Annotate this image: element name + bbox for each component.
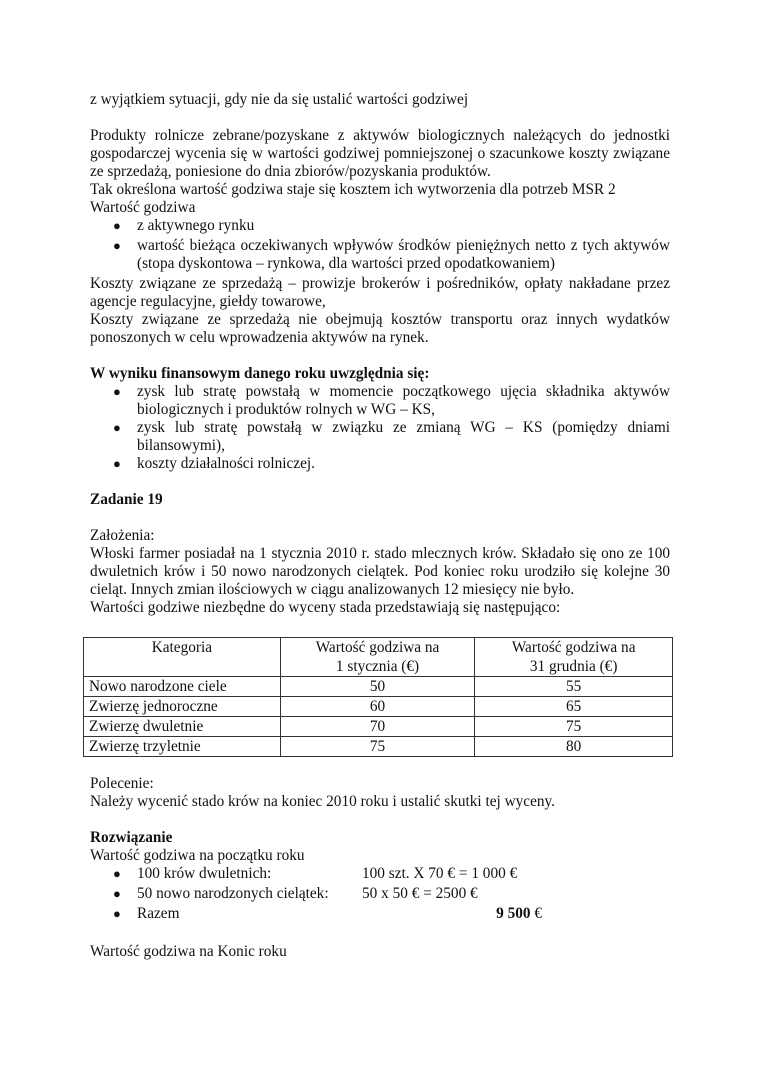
selling-costs-paragraph-2: Koszty związane ze sprzedażą nie obejmują kosztów transportu oraz innych wydatków ponoszonych w celu wprowadzenia aktywów na rynek. (90, 311, 670, 346)
cell-category: Zwierzę jednoroczne (84, 697, 281, 717)
calc-label: 50 nowo narodzonych cielątek: (137, 885, 329, 902)
cell-value-jan: 75 (280, 737, 475, 757)
solution-title: Rozwiązanie (90, 829, 173, 846)
spacer (90, 925, 670, 943)
cell-value-dec: 65 (475, 697, 673, 717)
cell-value-dec: 80 (475, 737, 673, 757)
table-row (84, 737, 673, 757)
list-item (90, 905, 670, 923)
calc-total (362, 905, 542, 923)
fair-value-table (83, 637, 673, 757)
bullet-icon: ● (113, 238, 121, 253)
total-amount: 9 500 (496, 905, 531, 922)
list-item-text: z aktywnego rynku (137, 217, 255, 234)
cell-value-jan: 70 (280, 717, 475, 737)
list-item (90, 455, 670, 473)
list-item-text: zysk lub stratę powstałą w związku ze zmianą WG – KS (pomiędzy dniami bilansowymi), (137, 419, 670, 454)
table-header-row (84, 638, 673, 677)
table-row (84, 717, 673, 737)
list-item-text: wartość bieżąca oczekiwanych wpływów środków pieniężnych netto z tych aktywów (stopa dyskontowa – rynkowa, dla wartości przed opodatkowaniem) (137, 237, 670, 272)
calc-value: 100 szt. X 70 € = 1 000 € (362, 865, 518, 882)
column-header-value-jan: Wartość godziwa na 1 stycznia (€) (280, 638, 475, 677)
column-header-value-dec: Wartość godziwa na 31 grudnia (€) (475, 638, 673, 677)
spacer (90, 757, 670, 775)
list-item (90, 237, 670, 273)
cell-category: Zwierzę trzyletnie (84, 737, 281, 757)
products-paragraph: Produkty rolnicze zebrane/pozyskane z aktywów biologicznych należących do jednostki gospodarczej wycenia się w wartości godziwej pomniejszonej o szacunkowe koszty związane ze sprzedażą, poniesione do dnia zbiorów/pozyskania produktów. (90, 127, 670, 180)
table-intro: Wartości godziwe niezbędne do wyceny stada przedstawiają się następująco: (90, 599, 561, 616)
bullet-icon: ● (113, 384, 121, 399)
bullet-icon: ● (113, 420, 121, 435)
selling-costs-paragraph-1: Koszty związane ze sprzedażą – prowizje brokerów i pośredników, opłaty nakładane przez agencje regulacyjne, giełdy towarowe, (90, 275, 670, 310)
bullet-icon: ● (113, 906, 121, 921)
fair-value-list (90, 217, 670, 273)
spacer (90, 347, 670, 365)
cell-category: Nowo narodzone ciele (84, 677, 281, 697)
list-item (90, 865, 670, 883)
assumptions-label: Założenia: (90, 527, 155, 544)
financial-result-list (90, 383, 670, 473)
solution-end-heading: Wartość godziwa na Konic roku (90, 943, 287, 960)
list-item-text: koszty działalności rolniczej. (137, 455, 315, 472)
list-item (90, 419, 670, 455)
bullet-icon: ● (113, 218, 121, 233)
document-page (90, 91, 670, 961)
bullet-icon: ● (113, 866, 121, 881)
cell-value-jan: 50 (280, 677, 475, 697)
cell-value-dec: 55 (475, 677, 673, 697)
table-row (84, 677, 673, 697)
calc-label: Razem (137, 905, 180, 922)
list-item-text: zysk lub stratę powstałą w momencie początkowego ujęcia składnika aktywów biologicznych i produktów rolnych w WG – KS, (137, 383, 670, 418)
table-row (84, 697, 673, 717)
list-item (90, 383, 670, 419)
instruction-text: Należy wycenić stado krów na koniec 2010 roku i ustalić skutki tej wyceny. (90, 793, 556, 810)
task-title: Zadanie 19 (90, 491, 163, 508)
solution-start-heading: Wartość godziwa na początku roku (90, 847, 305, 864)
spacer (90, 811, 670, 829)
calc-value: 50 x 50 € = 2500 € (362, 885, 478, 902)
fair-value-heading: Wartość godziwa (90, 199, 196, 216)
spacer (90, 473, 670, 491)
bullet-icon: ● (113, 456, 121, 471)
bullet-icon: ● (113, 886, 121, 901)
currency-symbol: € (530, 905, 542, 922)
instruction-label: Polecenie: (90, 775, 154, 792)
cost-line: Tak określona wartość godziwa staje się kosztem ich wytworzenia dla potrzeb MSR 2 (90, 181, 616, 198)
column-header-category: Kategoria (84, 638, 281, 677)
list-item (90, 217, 670, 235)
cell-value-jan: 60 (280, 697, 475, 717)
financial-result-heading: W wyniku finansowym danego roku uwzględnia się: (90, 365, 430, 382)
solution-list (90, 865, 670, 923)
calc-label: 100 krów dwuletnich: (137, 865, 272, 882)
cell-value-dec: 75 (475, 717, 673, 737)
list-item (90, 885, 670, 903)
cell-category: Zwierzę dwuletnie (84, 717, 281, 737)
spacer (90, 109, 670, 127)
intro-line: z wyjątkiem sytuacji, gdy nie da się ustalić wartości godziwej (90, 91, 469, 108)
assumptions-text: Włoski farmer posiadał na 1 stycznia 2010 r. stado mlecznych krów. Składało się ono ze 100 dwuletnich krów i 50 nowo narodzonych cielątek. Pod koniec roku urodziło się kolejne 30 cieląt. Innych zmian ilościowych w ciągu analizowanych 12 miesięcy nie było. (90, 545, 670, 598)
spacer (90, 509, 670, 527)
